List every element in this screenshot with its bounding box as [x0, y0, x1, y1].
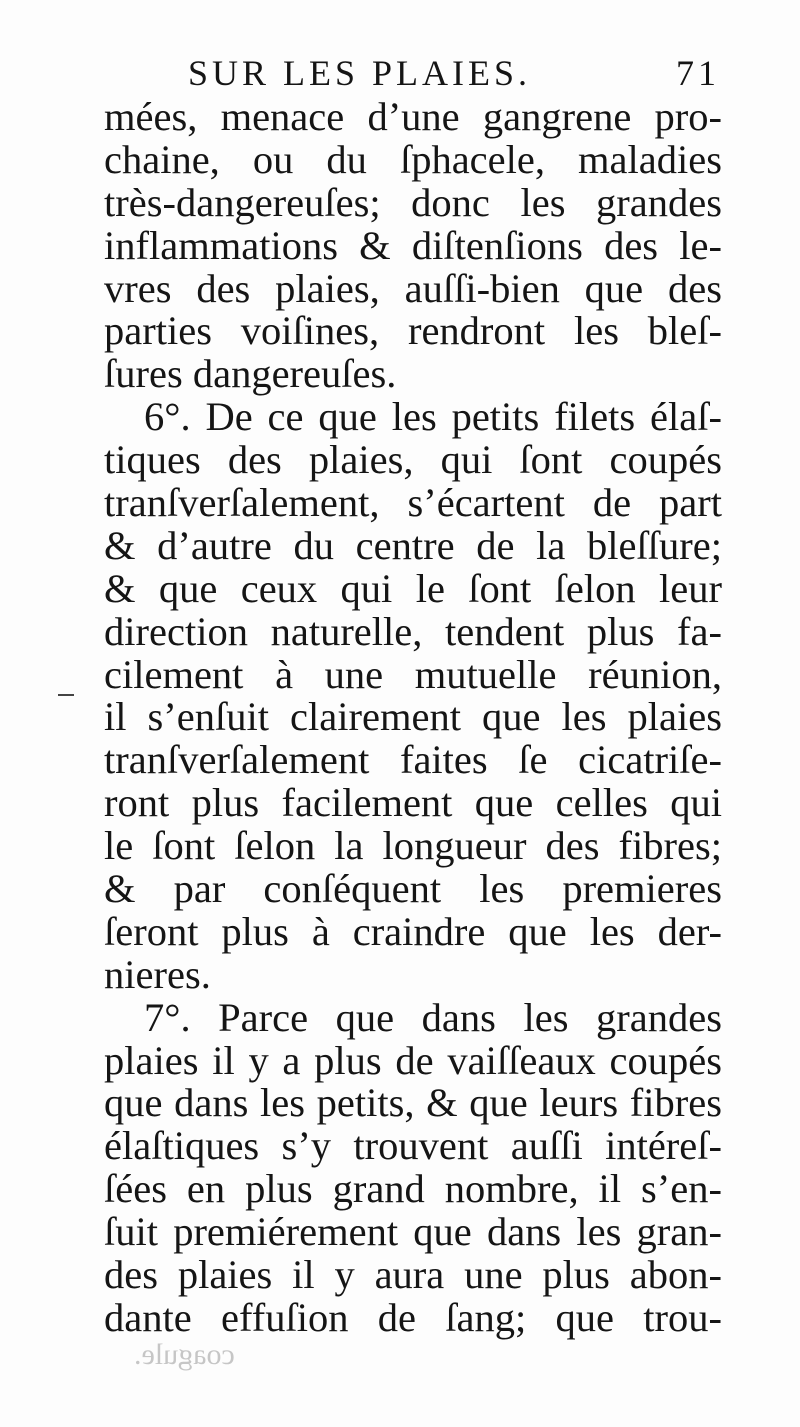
- text-line: des plaies il y aura une plus abon-: [104, 1252, 722, 1298]
- text-line: mées, menace d’une gangrene pro-: [104, 94, 722, 139]
- text-line: cilement à une mutuelle réunion,: [104, 651, 722, 697]
- text-line: plaies il y a plus de vaiſſeaux coupés: [104, 1037, 722, 1083]
- text-line: ſuit premiérement que dans les gran-: [104, 1209, 722, 1255]
- body-text: [104, 96, 722, 1340]
- text-line: & d’autre du centre de la bleſſure;: [104, 522, 722, 568]
- text-line: ſures dangereuſes.: [104, 351, 397, 397]
- text-line: direction naturelle, tendent plus fa-: [104, 608, 722, 654]
- text-line: inflammations & diſtenſions des le-: [104, 222, 722, 268]
- text-line: nieres.: [104, 951, 211, 997]
- text-line: & par conſéquent les premieres: [104, 866, 722, 912]
- text-line: que dans les petits, & que leurs fibres: [104, 1080, 722, 1126]
- text-line: tranſverſalement, s’écartent de part: [104, 480, 722, 526]
- text-line: tiques des plaies, qui ſont coupés: [104, 437, 722, 483]
- text-line: dante effuſion de ſang; que trou-: [104, 1294, 722, 1340]
- text-line: vres des plaies, auſſi-bien que des: [104, 265, 722, 311]
- text-line: il s’enſuit clairement que les plaies: [104, 694, 722, 740]
- bleed-through-text: coagule.: [134, 1338, 235, 1371]
- text-line: parties voiſines, rendront les bleſ-: [104, 308, 722, 354]
- running-title: SUR LES PLAIES.: [188, 53, 532, 93]
- page-number: 71: [676, 53, 720, 93]
- text-line: tranſverſalement faites ſe cicatriſe-: [104, 737, 722, 783]
- paragraph-start: 7°. Parce que dans les grandes: [144, 994, 722, 1040]
- text-line: très-dangereuſes; donc les grandes: [104, 179, 722, 225]
- text-line: & que ceux qui le ſont ſelon leur: [104, 565, 722, 611]
- text-line: ſées en plus grand nombre, il s’en-: [104, 1166, 722, 1212]
- text-line: ront plus facilement que celles qui: [104, 780, 722, 826]
- text-line: élaſtiques s’y trouvent auſſi intéreſ-: [104, 1123, 722, 1169]
- text-line: chaine, ou du ſphacele, maladies: [104, 136, 722, 182]
- paragraph-start: 6°. De ce que les petits filets élaſ-: [144, 394, 722, 440]
- margin-mark: [58, 694, 74, 696]
- text-line: ſeront plus à craindre que les der-: [104, 908, 722, 954]
- text-line: le ſont ſelon la longueur des fibres;: [104, 823, 722, 869]
